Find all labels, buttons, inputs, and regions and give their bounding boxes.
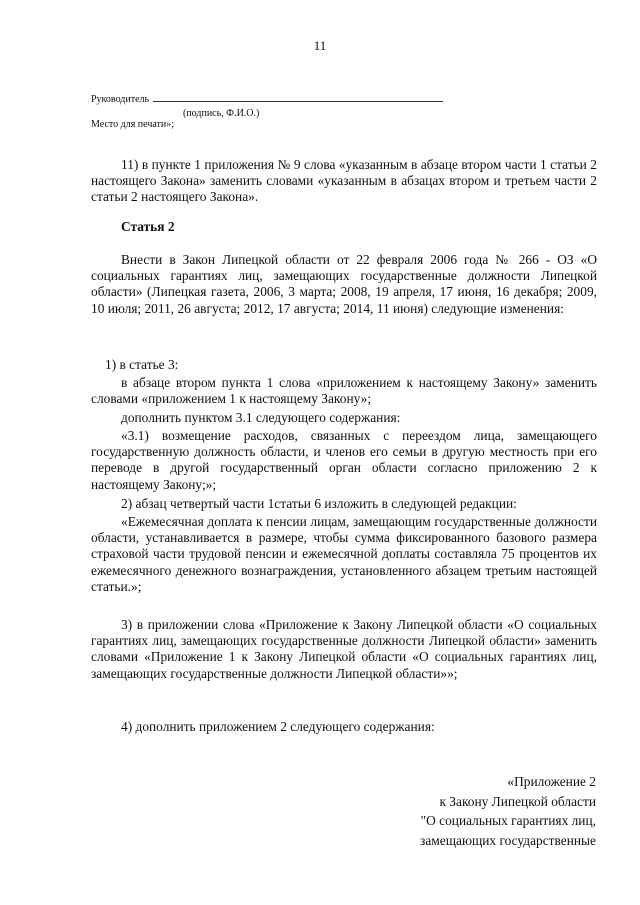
appendix-line-4: замещающих государственные [420,832,596,848]
seal-label: Место для печати»; [91,119,175,130]
item-2-text: «Ежемесячная доплата к пенсии лицам, замещающим государственные должности области, устанавливается в размере, чтобы сумма фиксированного базового размера страховой части трудовой пенсии и ежемесячной доплаты составляла 75 процентов их ежемесячного денежного вознаграждения, установленного абзацем третьим настоящей статьи.»; [91,514,597,594]
item-11-paragraph: 11) в пункте 1 приложения № 9 слова «указанным в абзаце втором части 1 статьи 2 настоящего Закона» заменить словами «указанным в абзацах втором и третьем части 2 статьи 2 настоящего Закона». [91,157,597,205]
appendix-line-2: к Закону Липецкой области [439,793,596,809]
page-number: 11 [313,38,327,53]
signature-line [153,101,443,102]
signature-hint: (подпись, Ф.И.О.) [183,108,260,119]
item-1-a: в абзаце втором пункта 1 слова «приложением к настоящему Закону» заменить словами «приложением 1 к настоящему Закону»; [91,375,597,407]
appendix-line-3: "О социальных гарантиях лиц, [420,813,596,828]
intro-paragraph: Внести в Закон Липецкой области от 22 февраля 2006 года № 266 - ОЗ «О социальных гарантиях лиц, замещающих государственные должности Липецкой области» (Липецкая газета, 2006, 3 марта; 2008, 19 апреля, 17 июня, 16 декабря; 2009, 10 июля; 2011, 26 августа; 2012, 17 августа; 2014, 11 июня) следующие изменения: [91,252,597,316]
head-label: Руководитель [91,94,150,105]
item-3-paragraph: 3) в приложении слова «Приложение к Закону Липецкой области «О социальных гарантиях лиц, замещающих государственные должности Липецкой области» заменить словами «Приложение 1 к Закону Липецкой области «О социальных гарантиях лиц, замещающих государственные должности Липецкой области»»; [91,617,597,681]
item-1-b: дополнить пунктом 3.1 следующего содержания: [121,410,401,425]
appendix-line-1: «Приложение 2 [507,774,596,789]
item-4-paragraph: 4) дополнить приложением 2 следующего содержания: [121,719,435,734]
item-1-heading: 1) в статье 3: [105,357,179,372]
article-heading: Статья 2 [121,219,175,234]
appendix-header [420,772,596,850]
item-1-c: «3.1) возмещение расходов, связанных с переездом лица, замещающего государственную должность области, и членов его семьи в другую местность при его переводе в другой государственный орган области согласно приложению 2 к настоящему Закону;»; [91,428,597,492]
item-2-heading: 2) абзац четвертый части 1статьи 6 изложить в следующей редакции: [121,496,517,511]
